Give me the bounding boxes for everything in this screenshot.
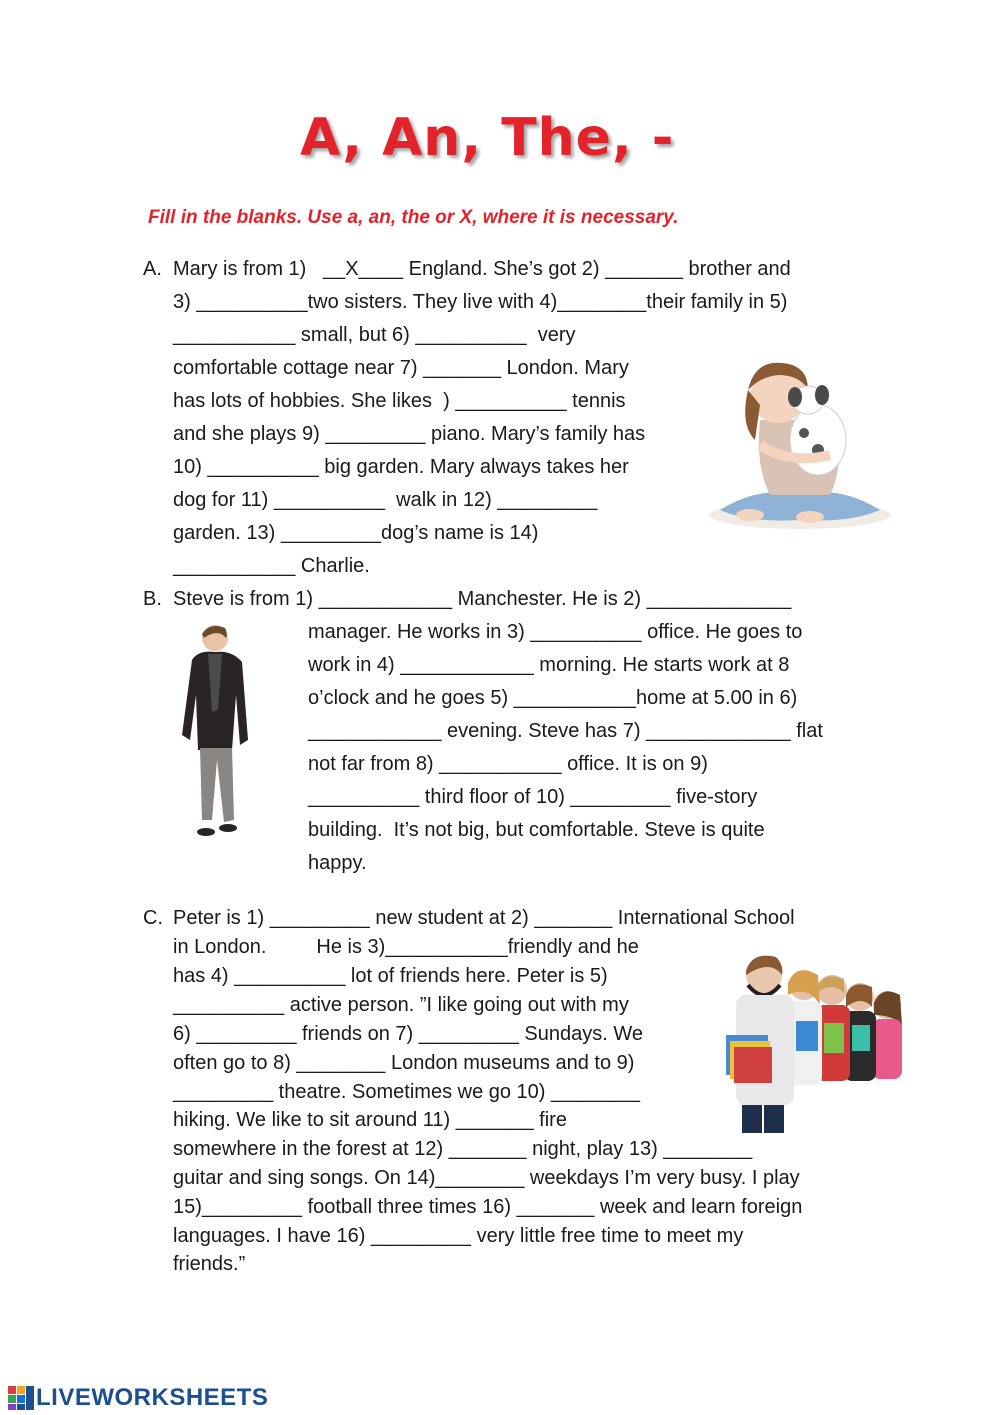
- section-c-line: somewhere in the forest at 12) _______ night, play 13) ________: [173, 1138, 753, 1160]
- section-b-line: happy.: [308, 852, 367, 874]
- section-b-line: manager. He works in 3) __________ office. He goes to: [308, 621, 803, 643]
- section-c-line: has 4) __________ lot of friends here. Peter is 5): [173, 965, 608, 987]
- section-a-line: has lots of hobbies. She likes ) __________ tennis: [173, 390, 626, 412]
- section-b-line: building. It’s not big, but comfortable. Steve is quite: [308, 819, 765, 841]
- section-a-line: and she plays 9) _________ piano. Mary’s family has: [173, 423, 646, 445]
- section-b-line: not far from 8) ___________ office. It is on 9): [308, 753, 708, 775]
- section-a-line: 3) __________two sisters. They live with 4)________their family in 5): [173, 291, 788, 313]
- section-c-line: 6) _________ friends on 7) _________ Sundays. We: [173, 1023, 643, 1045]
- section-c-marker: C.: [143, 907, 163, 929]
- section-a-line: ___________ Charlie.: [173, 555, 370, 577]
- worksheet-title: A, An, The, -: [300, 108, 675, 168]
- section-c-line: _________ theatre. Sometimes we go 10) ________: [173, 1081, 641, 1103]
- section-c-line: friends.”: [173, 1253, 246, 1275]
- section-a-line: Mary is from 1) __X____ England. She’s got 2) _______ brother and: [173, 258, 791, 280]
- section-c-line: __________ active person. ”I like going out with my: [173, 994, 629, 1016]
- section-b-marker: B.: [143, 588, 162, 610]
- section-a-line: 10) __________ big garden. Mary always takes her: [173, 456, 629, 478]
- liveworksheets-logo-icon: [8, 1386, 34, 1410]
- students-group-image: [712, 945, 912, 1135]
- section-b-line: __________ third floor of 10) _________ five-story: [308, 786, 758, 808]
- section-a-marker: A.: [143, 258, 162, 280]
- section-c-line: Peter is 1) _________ new student at 2) _______ International School: [173, 907, 795, 929]
- section-a-line: dog for 11) __________ walk in 12) _________: [173, 489, 598, 511]
- section-b-line: work in 4) ____________ morning. He starts work at 8: [308, 654, 790, 676]
- section-b-line: o’clock and he goes 5) ___________home at 5.00 in 6): [308, 687, 798, 709]
- girl-with-puppy-image: [700, 345, 900, 535]
- section-c-line: 15)_________ football three times 16) _______ week and learn foreign: [173, 1196, 803, 1218]
- section-c-line: in London. He is 3)___________friendly and he: [173, 936, 639, 958]
- section-a-line: ___________ small, but 6) __________ very: [173, 324, 576, 346]
- section-c-line: guitar and sing songs. On 14)________ weekdays I’m very busy. I play: [173, 1167, 800, 1189]
- liveworksheets-brand: LIVEWORKSHEETS: [36, 1384, 269, 1411]
- section-a-line: garden. 13) _________dog’s name is 14): [173, 522, 539, 544]
- liveworksheets-footer[interactable]: [8, 1384, 268, 1412]
- section-a-line: comfortable cottage near 7) _______ London. Mary: [173, 357, 629, 379]
- section-c-line: hiking. We like to sit around 11) _______ fire: [173, 1109, 567, 1131]
- man-in-coat-image: [170, 620, 295, 850]
- section-c-line: languages. I have 16) _________ very little free time to meet my: [173, 1225, 744, 1247]
- section-b-line: ____________ evening. Steve has 7) _____________ flat: [308, 720, 823, 742]
- instructions: Fill in the blanks. Use a, an, the or X, where it is necessary.: [148, 207, 679, 228]
- section-b-line: Steve is from 1) ____________ Manchester. He is 2) _____________: [173, 588, 792, 610]
- section-c-line: often go to 8) ________ London museums and to 9): [173, 1052, 635, 1074]
